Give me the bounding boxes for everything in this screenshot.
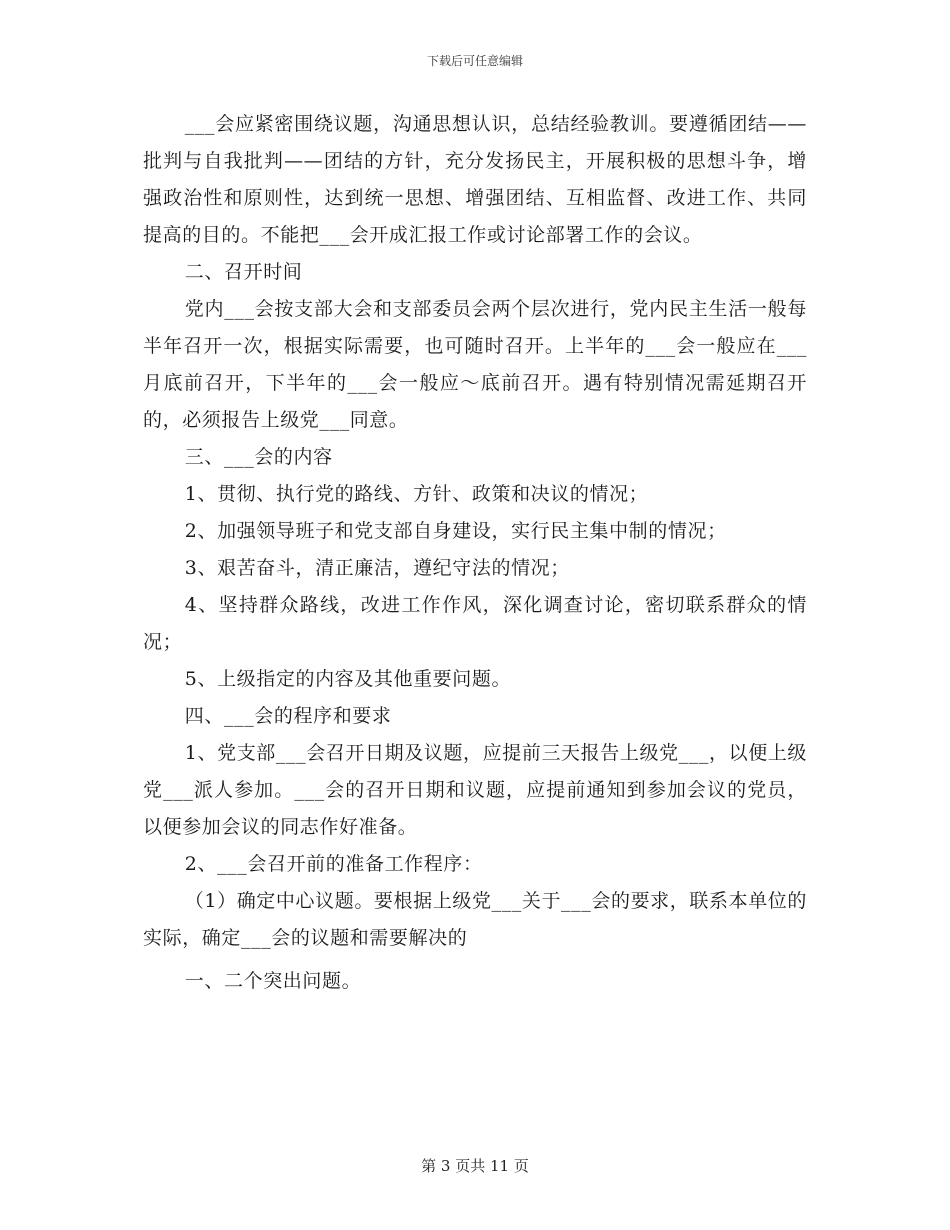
section-heading-procedure: 四、___会的程序和要求 <box>184 705 392 727</box>
section-heading-time: 二、召开时间 <box>184 261 303 283</box>
list-item-2: 2、加强领导班子和党支部自身建设，实行民主集中制的情况； <box>184 520 727 542</box>
paragraph-intro: ___会应紧密围绕议题，沟通思想认识，总结经验教训。要遵循团结——批判与自我批判——团结的方针，充分发扬民主，开展积极的思想斗争，增强政治性和原则性，达到统一思想、增强团结、互相监督、改进工作、共同提高的目的。不能把___会开成汇报工作或讨论部署工作的会议。 <box>143 113 807 246</box>
paragraph-continuation: 一、二个突出问题。 <box>184 970 362 992</box>
page-footer: 第 3 页共 11 页 <box>421 1157 529 1175</box>
list-item-4: 4、坚持群众路线，改进工作作风，深化调查讨论，密切联系群众的情况； <box>143 594 807 653</box>
paragraph-time: 党内___会按支部大会和支部委员会两个层次进行，党内民主生活一般每半年召开一次，根据实际需要，也可随时召开。上半年的___会一般应在___月底前召开，下半年的___会一般应～底前召开。遇有特别情况需延期召开的，必须报告上级党___同意。 <box>143 298 807 431</box>
paragraph-procedure-2-1: （1）确定中心议题。要根据上级党___关于___会的要求，联系本单位的实际，确定___会的议题和需要解决的 <box>143 890 807 949</box>
paragraph-procedure-2: 2、___会召开前的准备工作程序： <box>184 853 483 875</box>
list-item-3: 3、艰苦奋斗，清正廉洁，遵纪守法的情况； <box>184 557 570 579</box>
document-body <box>143 106 807 1000</box>
page-header: 下载后可任意编辑 <box>426 54 523 68</box>
list-item-1: 1、贯彻、执行党的路线、方针、政策和决议的情况； <box>184 483 649 505</box>
list-item-5: 5、上级指定的内容及其他重要问题。 <box>184 668 512 690</box>
section-heading-content: 三、___会的内容 <box>184 446 333 468</box>
paragraph-procedure-1: 1、党支部___会召开日期及议题，应提前三天报告上级党___，以便上级党___派人参加。___会的召开日期和议题，应提前通知到参加会议的党员，以便参加会议的同志作好准备。 <box>143 742 807 838</box>
